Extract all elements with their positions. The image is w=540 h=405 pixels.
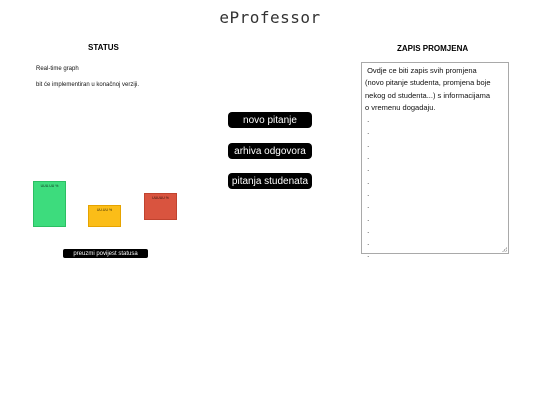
log-heading: ZAPIS PROMJENA [397,44,469,53]
resize-grip-icon[interactable] [502,247,507,252]
new-question-button[interactable]: novo pitanje [228,112,312,128]
status-bar-green [33,181,66,227]
change-log-text: Ovdje ce biti zapis svih promjena (novo pitanje studenta, promjena boje nekog od studenta...) s informacijama o vremenu dogadaju. . . . . . . . . . . . . [365,66,491,260]
graph-note-line-1: Real-time graph [36,66,79,72]
change-log-textarea[interactable] [361,62,509,260]
answer-archive-button[interactable]: arhiva odgovora [228,143,312,159]
status-bar-red [144,193,177,220]
status-bar-green-label: UUU.UU % [40,184,59,188]
graph-note-line-2: bit će implementiran u konačnoj verziji. [36,82,140,88]
status-heading: STATUS [88,43,119,52]
student-questions-button[interactable]: pitanja studenata [228,173,312,189]
status-bar-yellow-label: UU.UU % [96,208,113,212]
status-bar-yellow [88,205,121,227]
app-title: eProfessor [219,8,321,27]
download-status-history-button[interactable]: preuzmi povijest statusa [63,249,148,258]
status-bar-red-label: UUUUU % [152,196,169,200]
